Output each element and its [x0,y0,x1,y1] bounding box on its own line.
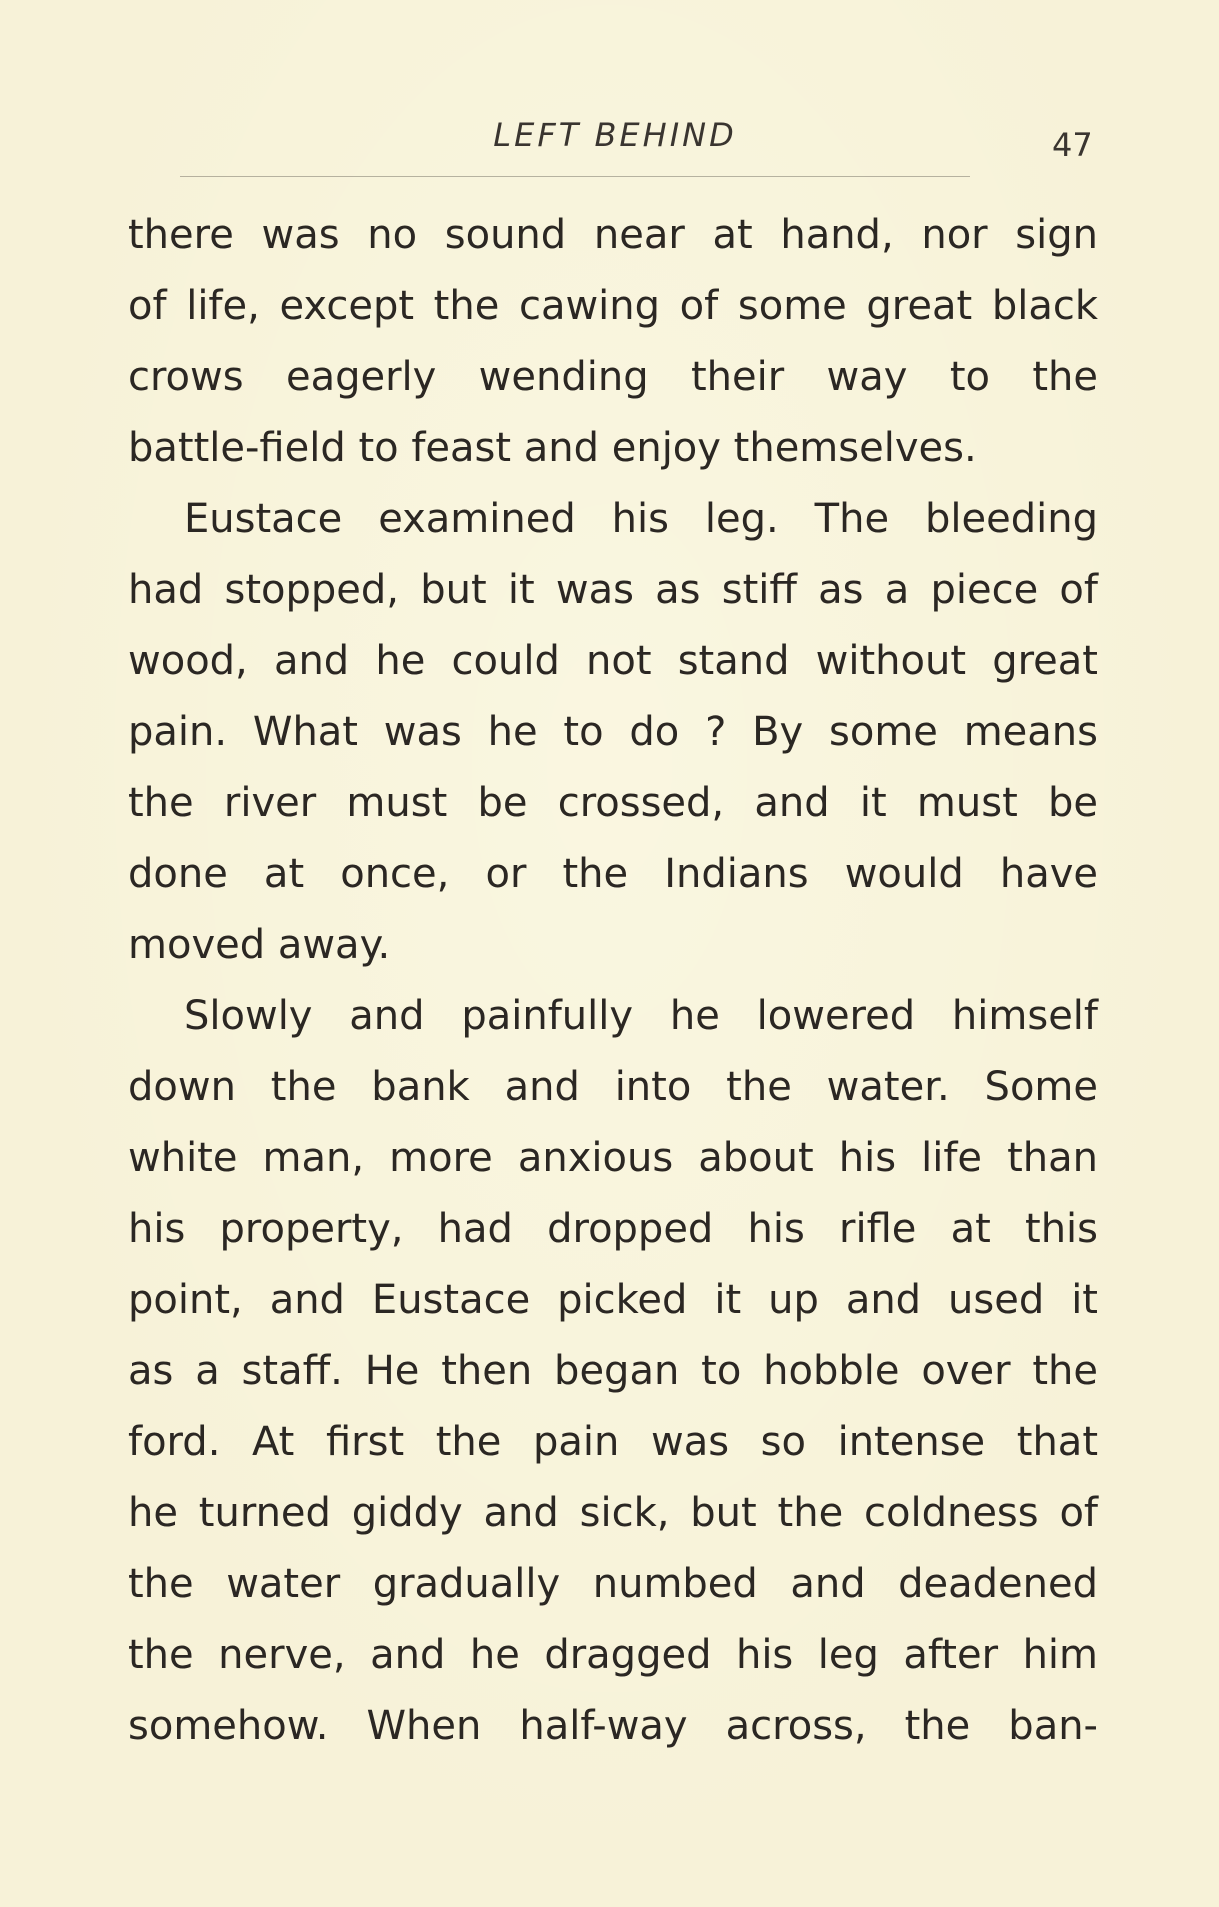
text-line: the nerve, and he dragged his leg after him [128,1632,1098,1678]
text-line: there was no sound near at hand, nor sign [128,212,1098,258]
page-number: 47 [1052,126,1093,164]
text-line: somehow. When half-way across, the ban- [128,1703,1098,1749]
text-line: Eustace examined his leg. The bleeding [184,496,1098,542]
text-line: had stopped, but it was as stiff as a piece of [128,567,1098,613]
header-rule [180,176,970,177]
text-line: down the bank and into the water. Some [128,1064,1098,1110]
text-line: moved away. [128,922,391,968]
running-title: LEFT BEHIND [493,116,737,154]
text-line: done at once, or the Indians would have [128,851,1098,897]
text-line: white man, more anxious about his life than [128,1135,1098,1181]
text-line: he turned giddy and sick, but the coldness of [128,1490,1098,1536]
text-line: wood, and he could not stand without great [128,638,1098,684]
text-line: battle-field to feast and enjoy themselves. [128,425,977,471]
text-line: ford. At first the pain was so intense that [128,1419,1098,1465]
text-line: of life, except the cawing of some great black [128,283,1098,329]
text-line: point, and Eustace picked it up and used it [128,1277,1098,1323]
body-text [128,200,1098,1762]
text-line: crows eagerly wending their way to the [128,354,1098,400]
text-line: the river must be crossed, and it must be [128,780,1098,826]
running-header [0,116,1219,166]
text-line: his property, had dropped his rifle at this [128,1206,1098,1252]
text-line: Slowly and painfully he lowered himself [184,993,1098,1039]
text-line: as a staff. He then began to hobble over the [128,1348,1098,1394]
text-line: the water gradually numbed and deadened [128,1561,1098,1607]
text-line: pain. What was he to do ? By some means [128,709,1098,755]
